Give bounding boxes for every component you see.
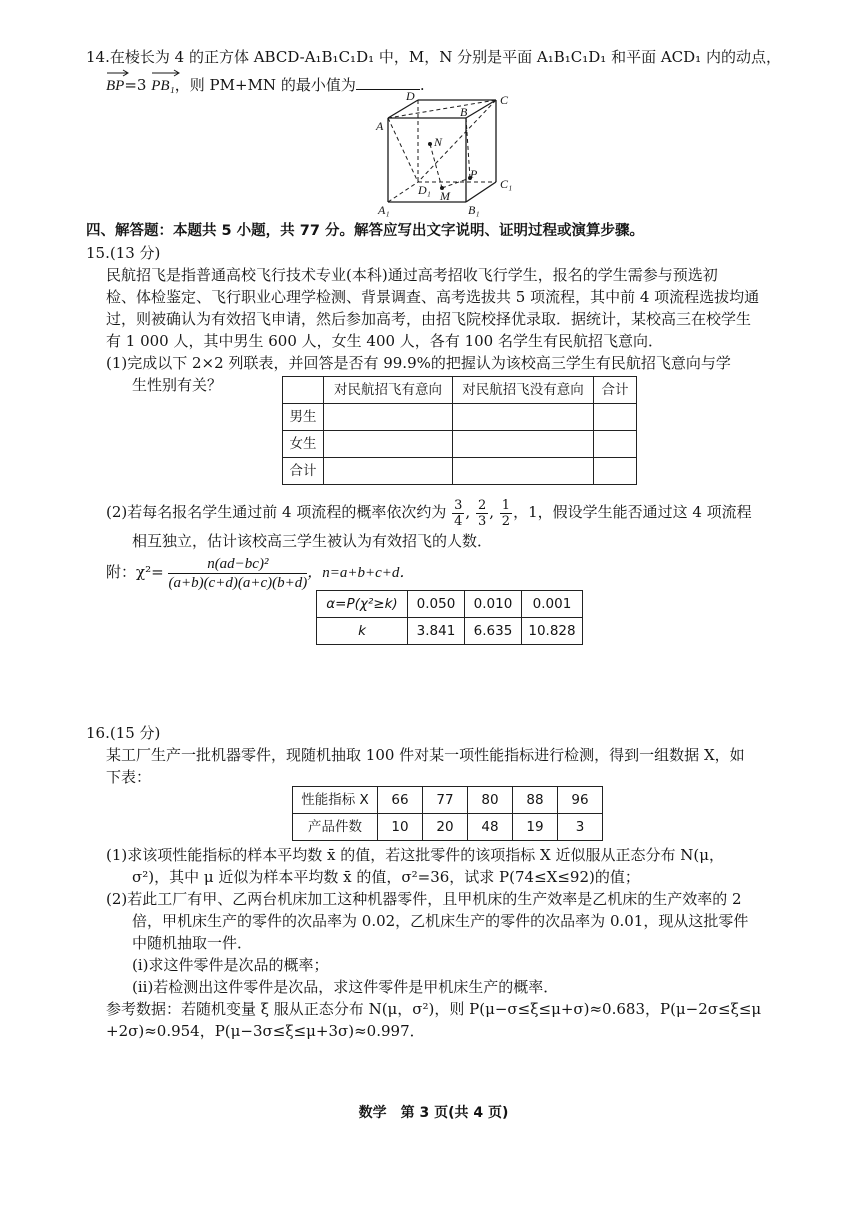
q16-p2-i: (i)求这件零件是次品的概率；: [132, 956, 329, 974]
performance-table: [292, 786, 603, 841]
q16-p2-line2: 倍，甲机床生产的零件的次品率为 0.02，乙机床生产的零件的次品率为 0.01，现从这批零件: [132, 912, 749, 930]
fraction: $\frac{3}{4}$: [454, 497, 463, 529]
q16-p2-line1: (2)若此工厂有甲、乙两台机床加工这种机器零件，且甲机床的生产效率是乙机床的生产效率的 2: [106, 890, 742, 908]
critical-value-table: [316, 590, 583, 645]
label-p: P: [470, 167, 478, 181]
label-m: M: [440, 189, 450, 203]
q16-header: 16.(15 分): [86, 724, 161, 742]
q16-line2: 下表：: [106, 768, 152, 786]
section4-title: 四、解答题：本题共 5 小题，共 77 分。解答应写出文字说明、证明过程或演算步骤。: [86, 223, 644, 239]
contingency-table: [282, 376, 637, 485]
q14-line1: [86, 44, 781, 70]
q14-eq: =3: [124, 76, 147, 94]
q16-p2-ii: (ii)若检测出这件零件是次品，求这件零件是甲机床生产的概率．: [132, 978, 559, 996]
q16-ref-line1: 参考数据：若随机变量 ξ 服从正态分布 N(μ，σ²)，则 P(μ−σ≤ξ≤μ+σ)≈0.683，P(μ−2σ≤ξ≤μ: [106, 1000, 762, 1018]
table-row: 男生: [283, 404, 637, 431]
q16-p1-line1: (1)求该项性能指标的样本平均数 x̄ 的值，若这批零件的该项指标 X 近似服从正态分布 N(μ，: [106, 846, 724, 864]
table-row: 性能指标 X 66 77 80 88 96: [293, 787, 603, 814]
q15-line-1: 检、体检鉴定、飞行职业心理学检测、背景调查、高考选拔共 5 项流程，其中前 4 项流程选拔均通: [106, 288, 760, 306]
q15-part1-line1: (1)完成以下 2×2 列联表，并回答是否有 99.9%的把握认为该校高三学生有民航招飞意向与学: [106, 354, 731, 372]
label-n: N: [434, 135, 443, 149]
q14-number: 14.: [86, 48, 110, 66]
q14-question: ，则 PM+MN 的最小值为: [174, 76, 356, 94]
label-b1: B₁: [468, 203, 480, 217]
q16-line1: 某工厂生产一批机器零件，现随机抽取 100 件对某一项性能指标进行检测，得到一组数据 X，如: [106, 746, 745, 764]
answer-blank: [356, 73, 420, 90]
label-a: A: [376, 119, 384, 133]
fraction: $\frac{2}{3}$: [477, 497, 487, 529]
q15-appendix: 附：χ²= $\frac{\text{n(ad−bc)²}}{(a+b)(c+d)(a+c)(b+d)}$ ，n=a+b+c+d．: [106, 555, 415, 591]
label-b: B: [460, 105, 468, 119]
q16-ref-line2: +2σ)≈0.954，P(μ−3σ≤ξ≤μ+3σ)≈0.997．: [106, 1022, 425, 1040]
label-c: C: [500, 93, 509, 107]
vector-pb1: PB₁: [151, 72, 175, 99]
page-footer: 数学 第 3 页(共 4 页): [358, 1105, 509, 1121]
label-c1: C₁: [500, 177, 513, 191]
q14-text-line1: 在棱长为 4 的正方体 ABCD-A₁B₁C₁D₁ 中，M，N 分别是平面 A₁B₁C₁D₁ 和平面 ACD₁ 内的动点，: [109, 48, 781, 66]
table-row: 产品件数 10 20 48 19 3: [293, 814, 603, 841]
table-row: k 3.841 6.635 10.828: [317, 618, 583, 645]
table-row: 合计: [283, 458, 637, 485]
q15-line-2: 过，则被确认为有效招飞申请，然后参加高考，由招飞院校择优录取．据统计，某校高三在校学生: [106, 310, 752, 328]
vector-bp: BP: [106, 72, 124, 99]
q16-p2-line3: 中随机抽取一件．: [132, 934, 253, 952]
q15-line-0: 民航招飞是指普通高校飞行技术专业(本科)通过高考招收飞行学生，报名的学生需参与预选初: [106, 266, 718, 284]
table-row: 女生: [283, 431, 637, 458]
q15-line-3: 有 1 000 人，其中男生 600 人，女生 400 人，各有 100 名学生有民航招飞意向．: [106, 332, 663, 350]
vector-arrow-icon: [106, 69, 130, 77]
fraction: $\frac{1}{2}$: [501, 497, 511, 529]
table-row: 对民航招飞有意向 对民航招飞没有意向 合计: [283, 377, 637, 404]
vector-arrow-icon: [151, 69, 181, 77]
label-d1: D₁: [418, 183, 431, 197]
q15-part2-line1: (2)若每名报名学生通过前 4 项流程的概率依次约为 $\frac{3}{4}$ , $\frac{2}{3}$ , $\frac{1}{2}$ ，1，假设学生能否通过这 4 项流程: [106, 497, 752, 529]
q15-header: 15.(13 分): [86, 244, 161, 262]
label-a1: A₁: [378, 203, 390, 217]
cube-figure: [374, 92, 524, 218]
label-d: D: [406, 92, 415, 103]
chi-square-formula: $\frac{\text{n(ad−bc)²}}{(a+b)(c+d)(a+c)(b+d)}$: [168, 555, 308, 591]
q15-part1-line2: 生性别有关？: [132, 376, 223, 394]
q14-line2: BP=3 PB₁，则 PM+MN 的最小值为 .: [106, 72, 425, 99]
q16-p1-line2: σ²)，其中 μ 近似为样本平均数 x̄ 的值，σ²=36，试求 P(74≤X≤92)的值；: [132, 868, 640, 886]
q15-part2-line2: 相互独立，估计该校高三学生被认为有效招飞的人数．: [132, 532, 493, 550]
table-row: α=P(χ²≥k) 0.050 0.010 0.001: [317, 591, 583, 618]
